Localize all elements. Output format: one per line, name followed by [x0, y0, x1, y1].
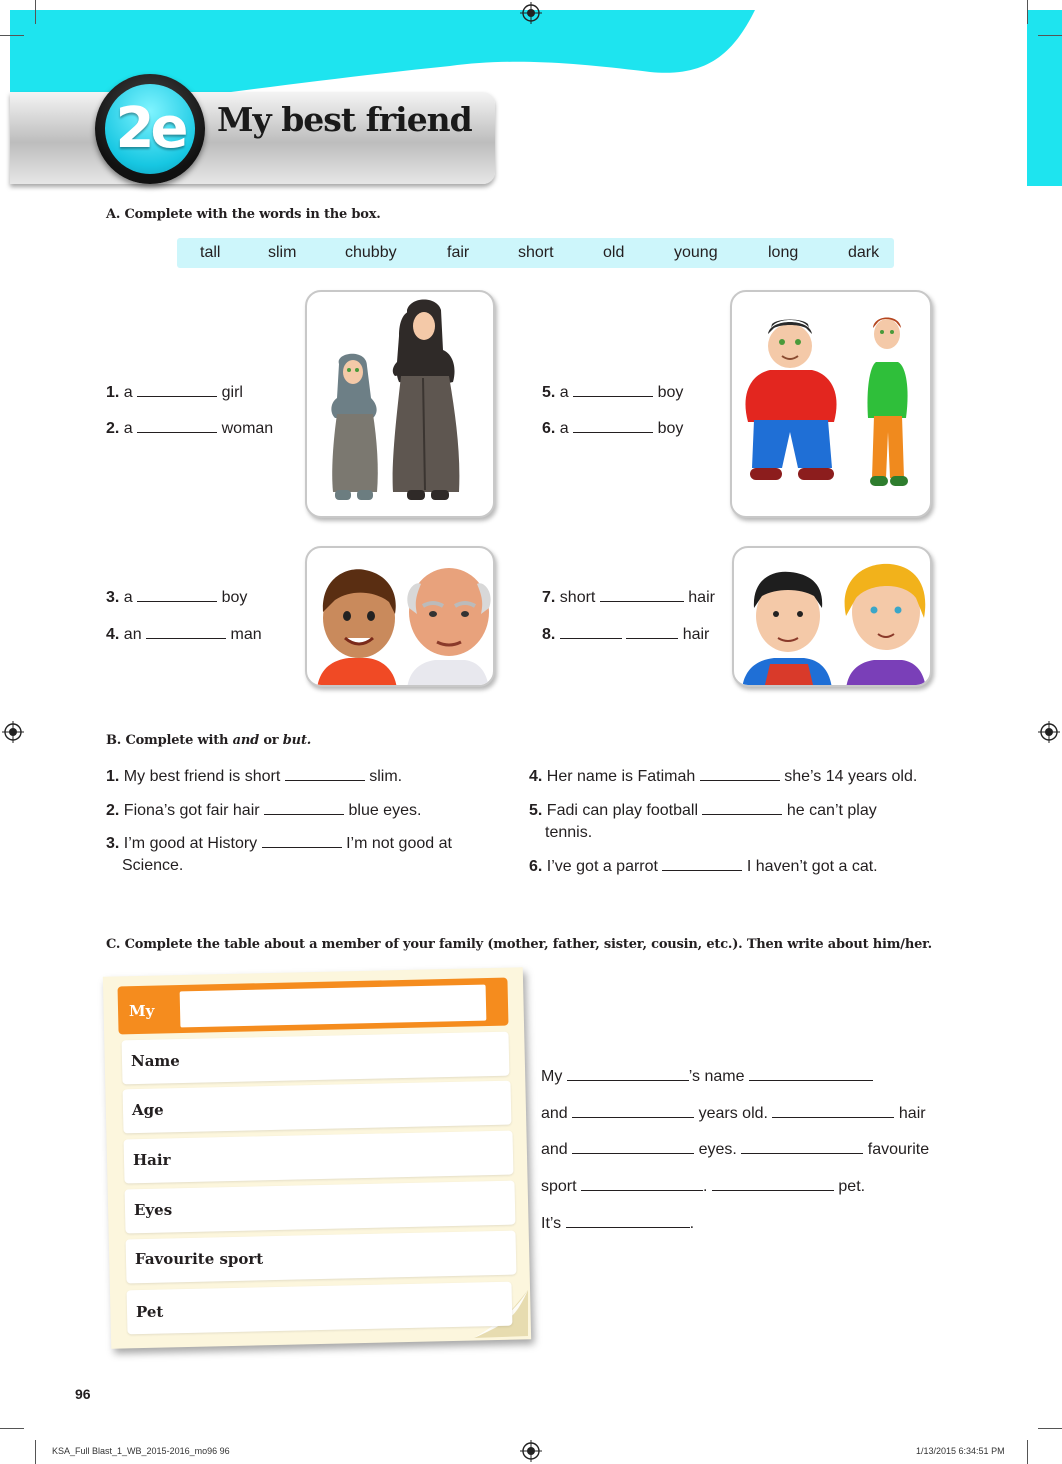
answer-blank[interactable]	[572, 1104, 694, 1118]
row-label-age: Age	[132, 1101, 164, 1119]
answer-blank[interactable]	[560, 625, 622, 639]
answer-blank[interactable]	[137, 383, 217, 397]
row-label-hair: Hair	[133, 1151, 171, 1169]
header-cyan-edge	[1027, 10, 1062, 186]
exercise-b-item-1: 1. My best friend is short slim.	[106, 768, 403, 785]
answer-blank[interactable]	[572, 1140, 694, 1154]
answer-blank[interactable]	[600, 588, 684, 602]
row-label-name: Name	[131, 1052, 180, 1070]
card-header-label: My	[129, 1002, 155, 1020]
answer-blank[interactable]	[573, 419, 653, 433]
picture-two-boys	[730, 290, 932, 518]
answer-blank[interactable]	[285, 767, 365, 781]
lesson-badge-label: 2e	[115, 96, 185, 161]
answer-blank[interactable]	[567, 1067, 689, 1081]
word-box-item: long	[768, 244, 799, 261]
crop-mark	[0, 1428, 24, 1429]
footer-timestamp: 1/13/2015 6:34:51 PM	[916, 1446, 1005, 1456]
answer-blank[interactable]	[566, 1214, 690, 1228]
answer-blank[interactable]	[662, 857, 742, 871]
crop-mark	[35, 1440, 36, 1464]
paragraph-line-4: sport . pet.	[541, 1178, 866, 1195]
answer-blank[interactable]	[749, 1067, 873, 1081]
answer-blank[interactable]	[264, 801, 344, 815]
row-label-pet: Pet	[136, 1303, 164, 1321]
registration-mark-icon	[1038, 721, 1060, 743]
paragraph-line-2: and years old. hair	[541, 1105, 926, 1122]
table-row[interactable]	[124, 1131, 514, 1184]
answer-blank[interactable]	[137, 588, 217, 602]
exercise-b-item-5-continued: tennis.	[545, 824, 593, 841]
picture-boy-and-old-man	[305, 546, 495, 687]
answer-blank[interactable]	[772, 1104, 894, 1118]
section-a-instruction: A. Complete with the words in the box.	[106, 207, 381, 222]
crop-mark	[0, 35, 24, 36]
exercise-b-item-5: 5. Fadi can play football he can’t play	[529, 802, 877, 819]
picture-girl-and-woman	[305, 290, 495, 518]
registration-mark-icon	[2, 721, 24, 743]
paragraph-line-5: It’s .	[541, 1215, 695, 1232]
footer-file-info: KSA_Full Blast_1_WB_2015-2016_mo96 96	[52, 1446, 230, 1456]
word-box-item: slim	[268, 244, 297, 261]
page-number: 96	[75, 1386, 91, 1402]
crop-mark	[1038, 1428, 1062, 1429]
answer-blank[interactable]	[581, 1177, 703, 1191]
exercise-b-item-3-continued: Science.	[122, 857, 184, 874]
answer-blank[interactable]	[262, 834, 342, 848]
crop-mark	[1027, 0, 1028, 24]
page-title: My best friend	[217, 100, 472, 139]
word-box-item: dark	[848, 244, 880, 261]
word-box-item: chubby	[345, 244, 397, 261]
exercise-a-item-6: 6. a boy	[542, 420, 684, 437]
answer-blank[interactable]	[712, 1177, 834, 1191]
answer-blank[interactable]	[137, 419, 217, 433]
registration-mark-icon	[520, 1440, 542, 1462]
table-row[interactable]	[123, 1081, 512, 1134]
exercise-a-item-2: 2. a woman	[106, 420, 274, 437]
word-box-item: short	[518, 244, 554, 261]
exercise-b-item-2: 2. Fiona’s got fair hair blue eyes.	[106, 802, 422, 819]
word-box-item: old	[603, 244, 625, 261]
answer-blank[interactable]	[702, 801, 782, 815]
exercise-a-item-4: 4. an man	[106, 626, 262, 643]
paragraph-line-3: and eyes. favourite	[541, 1141, 930, 1158]
table-row[interactable]	[125, 1181, 516, 1234]
answer-blank[interactable]	[146, 625, 226, 639]
registration-mark-icon	[520, 2, 542, 24]
word-box-item: fair	[447, 244, 470, 261]
word-box-item: tall	[200, 244, 221, 261]
row-label-favourite-sport: Favourite sport	[135, 1250, 264, 1268]
answer-blank[interactable]	[573, 383, 653, 397]
row-label-eyes: Eyes	[134, 1201, 173, 1219]
section-b-instruction: B. Complete with and or but.	[106, 733, 312, 748]
answer-blank[interactable]	[741, 1140, 863, 1154]
crop-mark	[1038, 35, 1062, 36]
exercise-b-item-6: 6. I’ve got a parrot I haven’t got a cat.	[529, 858, 878, 875]
card-header-input[interactable]	[180, 985, 487, 1028]
crop-mark	[1027, 1440, 1028, 1464]
answer-blank[interactable]	[626, 625, 678, 639]
picture-dark-and-fair-hair	[732, 546, 932, 687]
answer-blank[interactable]	[700, 767, 780, 781]
table-row[interactable]	[127, 1282, 513, 1335]
word-box-item: young	[674, 244, 718, 261]
paragraph-line-1: My ’s name	[541, 1067, 873, 1086]
exercise-a-item-8: 8. hair	[542, 626, 710, 643]
exercise-b-item-4: 4. Her name is Fatimah she’s 14 years old.	[529, 768, 918, 785]
exercise-a-item-1: 1. a girl	[106, 384, 243, 401]
exercise-b-item-3: 3. I’m good at History I’m not good at	[106, 835, 452, 852]
exercise-a-item-3: 3. a boy	[106, 589, 248, 606]
exercise-a-item-5: 5. a boy	[542, 384, 684, 401]
crop-mark	[35, 0, 36, 24]
exercise-a-item-7: 7. short hair	[542, 589, 715, 606]
section-c-instruction: C. Complete the table about a member of your family (mother, father, sister, cousin, etc.). Then write about him/her.	[106, 937, 932, 952]
